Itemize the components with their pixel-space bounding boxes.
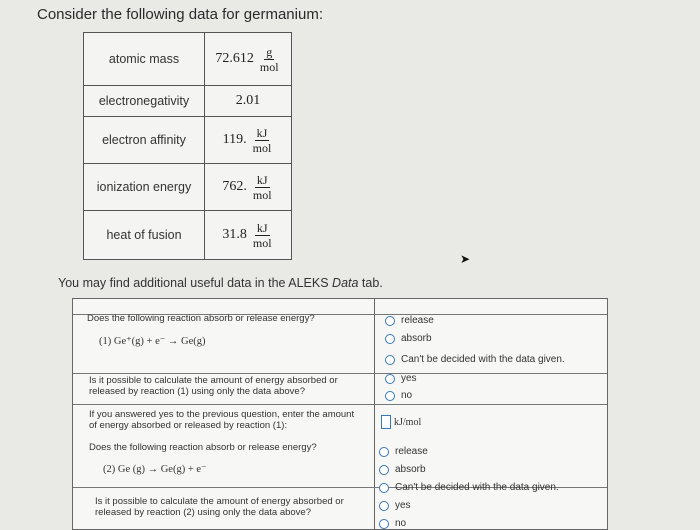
radio-icon[interactable] [379,483,389,493]
unit-denominator: mol [252,140,272,155]
q5-question: Is it possible to calculate the amount of energy absorbed or released by reaction (2) using only the data above? [95,496,344,518]
row-label: heat of fusion [84,211,205,259]
option-label: release [395,446,428,457]
unit-numerator: kJ [256,125,268,140]
radio-icon[interactable] [385,334,395,344]
row-label: atomic mass [84,33,205,85]
unit-fraction [251,126,274,155]
unit-denominator: mol [252,235,272,250]
radio-icon[interactable] [379,465,389,475]
mouse-cursor-icon: ➤ [460,252,471,266]
energy-answer-field[interactable] [381,415,421,429]
table-row [84,117,291,164]
option-label: yes [401,373,417,384]
option-label: Can't be decided with the data given. [401,354,565,365]
unit-fraction [251,221,274,250]
value-number: 31.8 [222,227,247,242]
radio-icon[interactable] [379,519,389,529]
q4-option-release[interactable] [379,446,428,457]
option-label: no [395,518,407,529]
row-divider [73,404,607,405]
option-label: no [401,390,413,401]
value-number: 72.612 [215,51,254,66]
row-value [205,86,291,116]
q2-option-no[interactable] [385,390,412,401]
value-number: 2.01 [235,93,261,108]
unit-numerator: kJ [256,220,268,235]
note-text: You may find additional useful data in the ALEKS [58,276,333,290]
data-tab-link[interactable]: Data [332,276,359,290]
unit-numerator: kJ [256,172,268,187]
radio-icon[interactable] [385,391,395,401]
data-tab-note [58,276,383,290]
q1-option-absorb[interactable] [385,333,432,344]
radio-icon[interactable] [385,316,395,326]
unit-label: kJ/mol [394,416,422,428]
option-label: Can't be decided with the data given. [395,482,559,493]
germanium-data-table [83,32,292,260]
unit-fraction [258,45,281,74]
radio-icon[interactable] [379,501,389,511]
radio-icon[interactable] [385,374,395,384]
q4-option-absorb[interactable] [379,464,426,475]
q5-option-yes[interactable] [379,500,411,511]
table-row [84,86,291,117]
unit-denominator: mol [252,187,272,202]
row-value [205,211,291,259]
note-suffix: tab. [358,276,383,290]
questions-table [72,298,608,530]
option-label: yes [395,500,411,511]
row-divider [73,373,607,374]
q2-option-yes[interactable] [385,373,417,384]
answer-input[interactable] [381,415,391,429]
q4-option-cant-decide[interactable] [379,482,559,493]
q5-option-no[interactable] [379,518,406,529]
row-label: electronegativity [84,86,205,116]
row-value [205,164,291,210]
row-value [205,117,291,163]
unit-fraction [251,173,274,202]
q3-question: If you answered yes to the previous question, enter the amount of energy absorbed or released by reaction (1): [89,409,355,431]
table-row [84,33,291,86]
table-row [84,211,291,259]
page-title: Consider the following data for germanium: [37,6,323,23]
value-number: 762. [222,179,247,194]
row-value [205,33,291,85]
value-number: 119. [222,132,247,147]
table-row [84,164,291,211]
q4-question: Does the following reaction absorb or release energy? [89,442,317,453]
option-label: release [401,315,434,326]
row-label: electron affinity [84,117,205,163]
unit-denominator: mol [259,59,279,74]
radio-icon[interactable] [379,447,389,457]
q1-question: Does the following reaction absorb or release energy? [87,313,315,324]
q2-question: Is it possible to calculate the amount of energy absorbed or released by reaction (1) using only the data above? [89,375,338,397]
option-label: absorb [395,464,426,475]
q1-option-release[interactable] [385,315,434,326]
unit-numerator: g [266,44,273,59]
q1-option-cant-decide[interactable] [385,354,565,365]
option-label: absorb [401,333,432,344]
reaction-2: (2) Ge (g) → Ge(g) + e⁻ [103,464,207,475]
row-label: ionization energy [84,164,205,210]
reaction-1: (1) Ge⁺(g) + e⁻ → Ge(g) [99,336,206,347]
radio-icon[interactable] [385,355,395,365]
